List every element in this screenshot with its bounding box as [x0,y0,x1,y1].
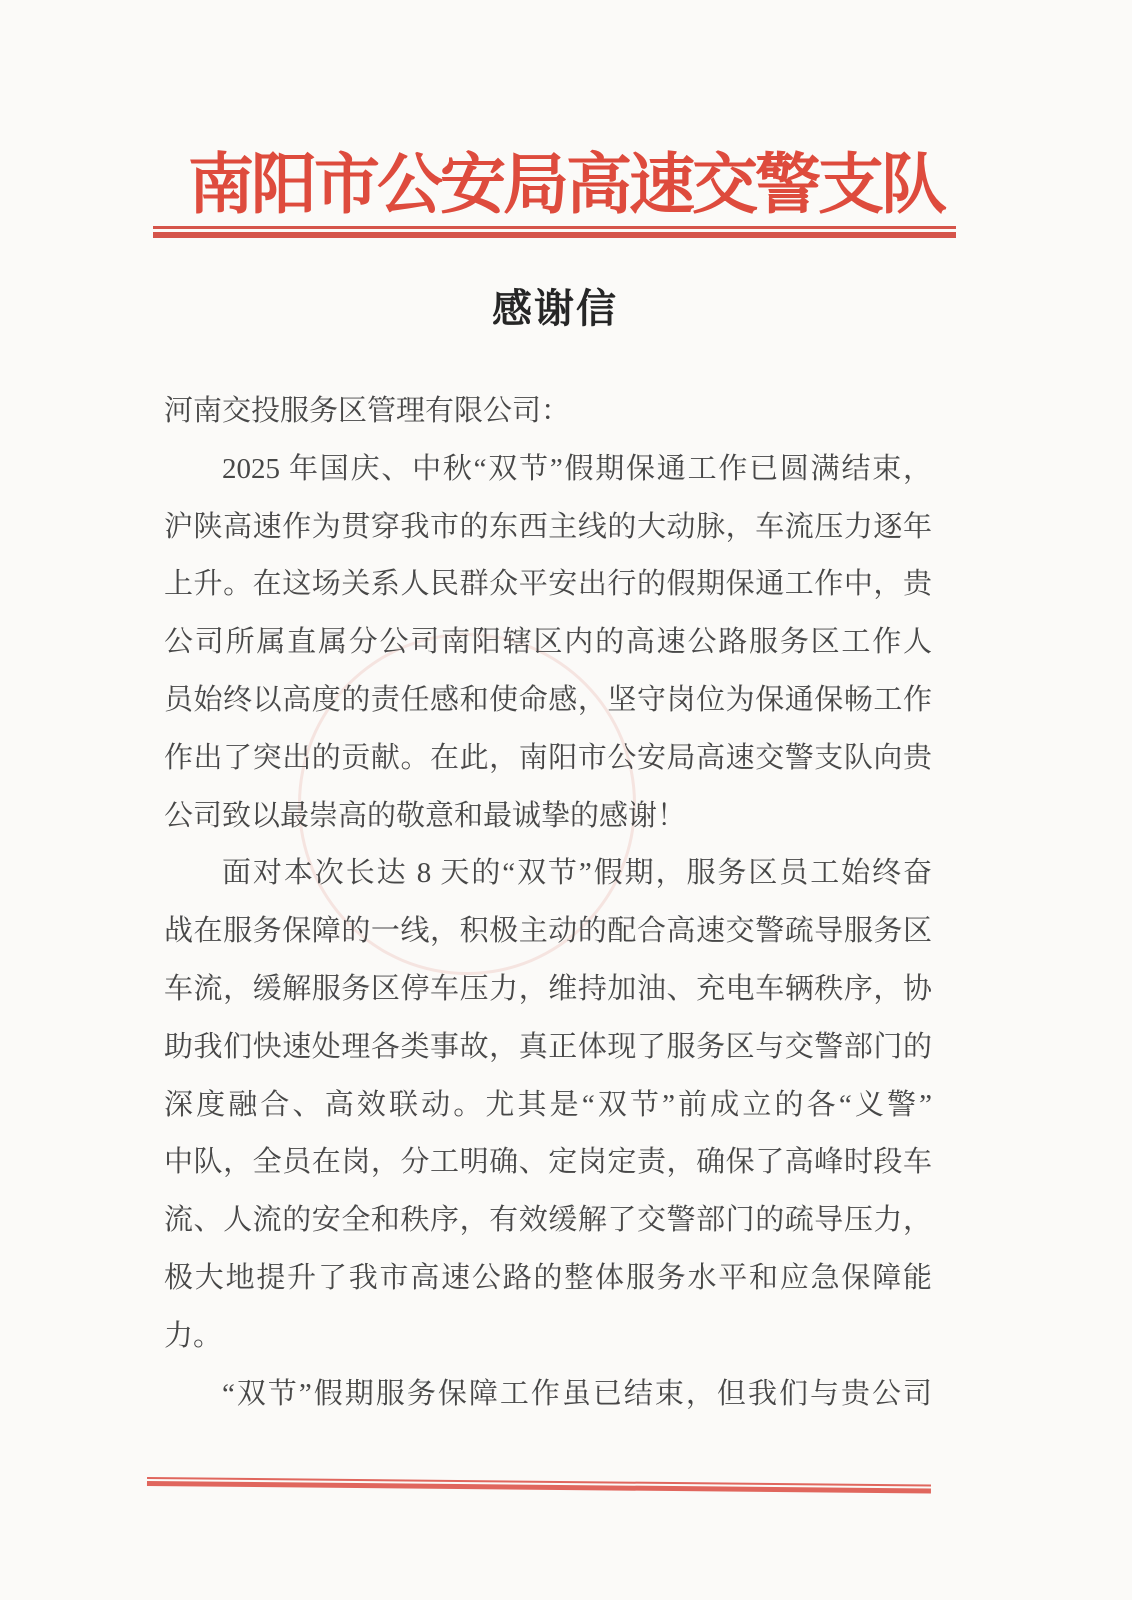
body-line: 流、人流的安全和秩序，有效缓解了交警部门的疏导压力， [164,1204,932,1237]
letterhead-title: 南阳市公安局高速交警支队 [188,149,944,222]
body-line: 公司所属直属分公司南阳辖区内的高速公路服务区工作人 [164,626,932,659]
body-line: 上升。在这场关系人民群众平安出行的假期保通工作中，贵 [164,568,932,601]
body-line: 深度融合、高效联动。尤其是“双节”前成立的各“义警” [164,1088,932,1121]
body-line: 极大地提升了我市高速公路的整体服务水平和应急保障能 [164,1261,932,1294]
rule-thick-line [153,232,956,238]
body-line: 沪陕高速作为贯穿我市的东西主线的大动脉，车流压力逐年 [164,510,932,543]
letter-body [164,383,932,1423]
body-line: 公司致以最崇高的敬意和最诚挚的感谢！ [164,799,687,832]
body-line: 车流，缓解服务区停车压力，维持加油、充电车辆秩序，协 [164,972,932,1005]
body-line: 面对本次长达 8 天的“双节”假期，服务区员工始终奋 [222,857,932,890]
body-line: “双节”假期服务保障工作虽已结束，但我们与贵公司 [222,1377,932,1410]
body-line: 力。 [164,1319,223,1352]
body-line: 中队，全员在岗，分工明确、定岗定责，确保了高峰时段车 [164,1146,932,1179]
body-line: 2025 年国庆、中秋“双节”假期保通工作已圆满结束， [222,452,932,485]
document-title: 感谢信 [492,286,618,331]
body-line: 作出了突出的贡献。在此，南阳市公安局高速交警支队向贵 [164,741,932,774]
body-line: 员始终以高度的责任感和使命感，坚守岗位为保通保畅工作 [164,683,932,716]
body-line: 助我们快速处理各类事故，真正体现了服务区与交警部门的 [164,1030,932,1063]
body-line: 战在服务保障的一线，积极主动的配合高速交警疏导服务区 [164,915,932,948]
footer-rule [147,1477,931,1494]
salutation: 河南交投服务区管理有限公司： [164,395,571,427]
letterhead-double-rule [153,226,956,238]
